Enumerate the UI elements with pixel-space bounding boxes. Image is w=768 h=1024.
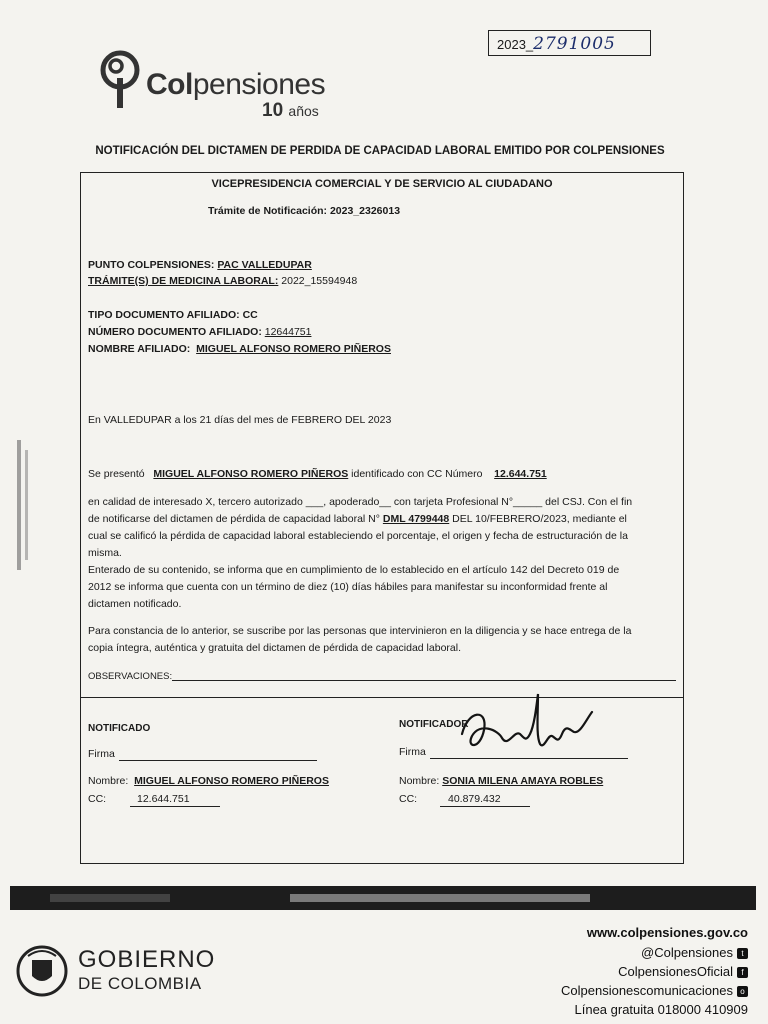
place-date: En VALLEDUPAR a los 21 días del mes de FEBRERO DEL 2023 bbox=[88, 414, 392, 426]
notificado-heading: NOTIFICADO bbox=[88, 723, 151, 734]
notificador-nombre: Nombre: SONIA MILENA AMAYA ROBLES bbox=[399, 775, 604, 787]
facebook-icon: f bbox=[737, 967, 748, 978]
twitter-icon: t bbox=[737, 948, 748, 959]
notificado-nombre: Nombre: MIGUEL ALFONSO ROMERO PIÑEROS bbox=[88, 775, 329, 787]
gobierno-text: GOBIERNO bbox=[78, 946, 216, 973]
vertical-seal-icon bbox=[14, 440, 34, 570]
twitter-handle[interactable]: @Colpensiones t bbox=[641, 945, 748, 960]
colpensiones-logo-text: Colpensiones bbox=[146, 68, 326, 101]
radicado-number: 2791005 bbox=[533, 34, 616, 54]
radicado-prefix: 2023_ bbox=[497, 37, 534, 52]
notificado-cc-value: 12.644.751 bbox=[137, 793, 190, 805]
notificador-firma-label: Firma bbox=[399, 746, 426, 758]
colombia-coat-of-arms-icon bbox=[16, 942, 68, 1000]
calidad-paragraph: en calidad de interesado X, tercero autorizado ___, apoderado__ con tarjeta Profesional N°_____ del CSJ. Con el fin de notificarse del dictamen de pérdida de capacidad laboral N° DML 4799448 DEL 10/FEBRERO/2023, mediante el cual se calificó la pérdida de capacidad laboral estableciendo el porcentaje, el origen y fecha de estructuración de la misma. Enterado de su contenido, se informa que en cumplimiento de lo establecido en el artículo 142 del Decreto 019 de 2012 se informa que cuenta con un término de diez (10) días hábiles para manifestar su inconformidad frente al dictamen notificado. bbox=[88, 496, 633, 610]
tramite-notificacion: Trámite de Notificación: 2023_2326013 bbox=[208, 205, 401, 217]
observaciones-label: OBSERVACIONES: bbox=[88, 671, 173, 682]
constancia-paragraph: Para constancia de lo anterior, se suscribe por las personas que intervinieron en la diligencia y se hace entrega de la copia íntegra, auténtica y gratuita del dictamen de pérdida de capacidad laboral. bbox=[88, 625, 632, 654]
observaciones-line bbox=[172, 680, 676, 681]
notificador-cc-label: CC: bbox=[399, 793, 418, 805]
presento-line: Se presentó MIGUEL ALFONSO ROMERO PIÑEROS identificado con CC Número 12.644.751 bbox=[88, 468, 547, 480]
colpensiones-logo-icon bbox=[98, 48, 142, 110]
radicado-stamp bbox=[488, 30, 651, 56]
notificado-cc-line bbox=[130, 806, 220, 807]
document-title: NOTIFICACIÓN DEL DICTAMEN DE PERDIDA DE CAPACIDAD LABORAL EMITIDO POR COLPENSIONES bbox=[95, 145, 665, 157]
de-colombia-text: DE COLOMBIA bbox=[78, 974, 202, 993]
punto-colpensiones: PUNTO COLPENSIONES: PAC VALLEDUPAR bbox=[88, 259, 312, 271]
numero-documento: NÚMERO DOCUMENTO AFILIADO: 12644751 bbox=[88, 326, 312, 338]
box-heading: VICEPRESIDENCIA COMERCIAL Y DE SERVICIO AL CIUDADANO bbox=[211, 178, 553, 190]
tramite-medicina: TRÁMITE(S) DE MEDICINA LABORAL: 2022_15594948 bbox=[88, 275, 358, 287]
notificador-cc-line bbox=[440, 806, 530, 807]
nombre-afiliado: NOMBRE AFILIADO: MIGUEL ALFONSO ROMERO PIÑEROS bbox=[88, 343, 391, 355]
notificador-heading: NOTIFICADOR bbox=[399, 719, 469, 730]
linea-gratuita: Línea gratuita 018000 410909 bbox=[574, 1002, 748, 1017]
tipo-documento: TIPO DOCUMENTO AFILIADO: CC bbox=[88, 309, 258, 321]
facebook-handle[interactable]: ColpensionesOficial f bbox=[618, 964, 748, 979]
footer-bar bbox=[10, 886, 756, 910]
instagram-icon: o bbox=[737, 986, 748, 997]
instagram-handle[interactable]: Colpensionescomunicaciones o bbox=[561, 983, 748, 998]
notificador-cc-value: 40.879.432 bbox=[448, 793, 501, 805]
notificado-firma-label: Firma bbox=[88, 748, 115, 760]
notificado-cc-label: CC: bbox=[88, 793, 107, 805]
website-link[interactable]: www.colpensiones.gov.co bbox=[586, 925, 748, 940]
logo-anniversary: 10 años bbox=[262, 100, 319, 121]
notificado-firma-line bbox=[119, 760, 317, 761]
handwritten-signature-icon bbox=[458, 690, 598, 760]
